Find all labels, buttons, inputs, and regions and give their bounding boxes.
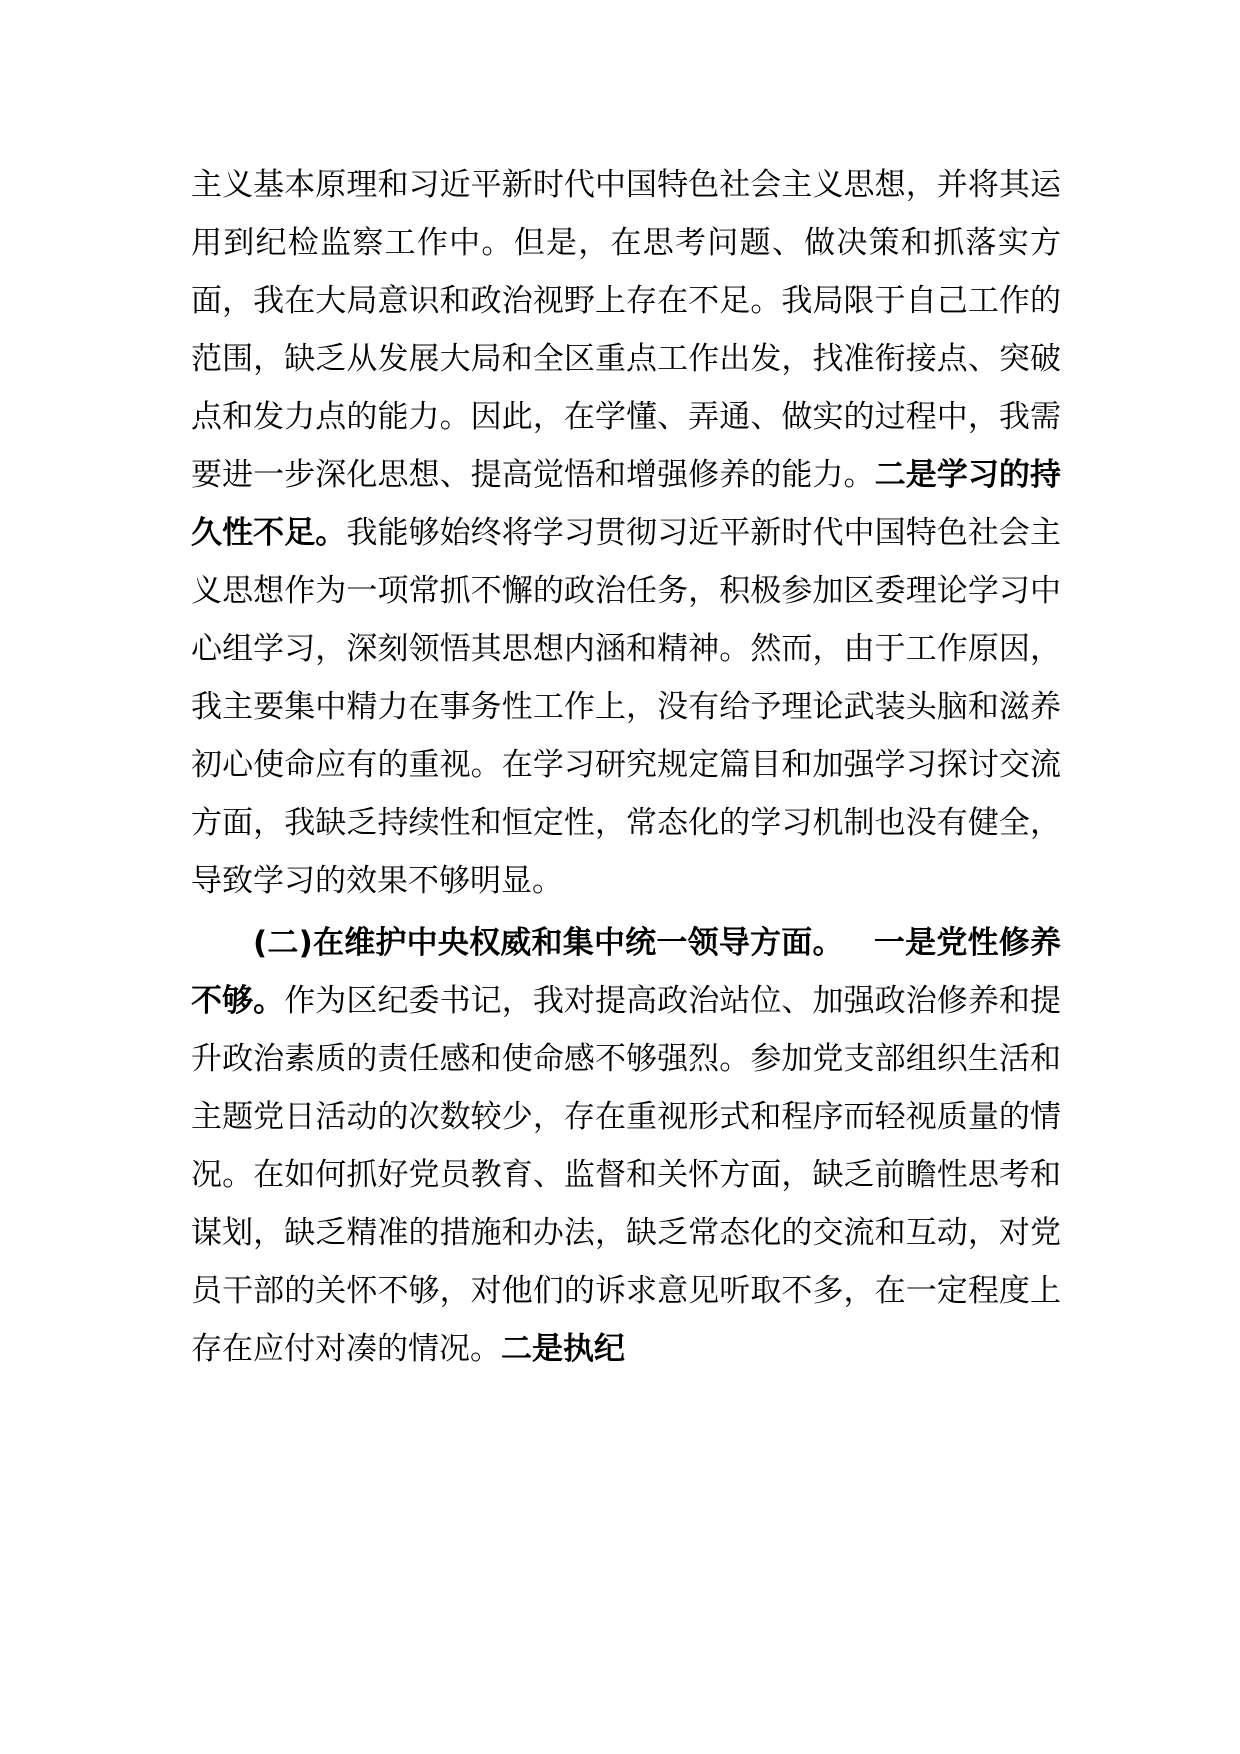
paragraph-1-text-a: 主义基本原理和习近平新时代中国特色社会主义思想，并将其运用到纪检监察工作中。但是，在思考问题、做决策和抓落实方面，我在大局意识和政治视野上存在不足。我局限于自己工作的范围，缺乏从发展大局和全区重点工作出发，找准衔接点、突破点和发力点的能力。因此，在学懂、弄通、做实的过程中，我需要进一步深化思想、提高觉悟和增强修养的能力。: [191, 167, 1061, 493]
point-two-discipline-heading: 二是执纪: [501, 1331, 625, 1367]
section-two-heading: (二)在维护中央权威和集中统一领导方面。: [253, 925, 844, 961]
body-text: [191, 156, 1061, 1378]
heading-gap: [844, 925, 874, 961]
paragraph-1-text-b: 我能够始终将学习贯彻习近平新时代中国特色社会主义思想作为一项常抓不懈的政治任务，积极参加区委理论学习中心组学习，深刻领悟其思想内涵和精神。然而，由于工作原因，我主要集中精力在事务性工作上，没有给予理论武装头脑和滋养初心使命应有的重视。在学习研究规定篇目和加强学习探讨交流方面，我缺乏持续性和恒定性，常态化的学习机制也没有健全，导致学习的效果不够明显。: [191, 515, 1062, 899]
paragraph-2-text: 作为区纪委书记，我对提高政治站位、加强政治修养和提升政治素质的责任感和使命感不够强烈。参加党支部组织生活和主题党日活动的次数较少，存在重视形式和程序而轻视质量的情况。在如何抓好党员教育、监督和关怀方面，缺乏前瞻性思考和谋划，缺乏精准的措施和办法，缺乏常态化的交流和互动，对党员干部的关怀不够，对他们的诉求意见听取不多，在一定程度上存在应付对凑的情况。: [191, 983, 1062, 1367]
point-two-heading: 二是学习的持久性不足。: [191, 457, 1062, 551]
paragraph-theory-study: [191, 156, 1061, 910]
point-one-heading: 一是党性修养不够。: [191, 925, 1061, 1019]
paragraph-central-authority: [191, 914, 1061, 1378]
